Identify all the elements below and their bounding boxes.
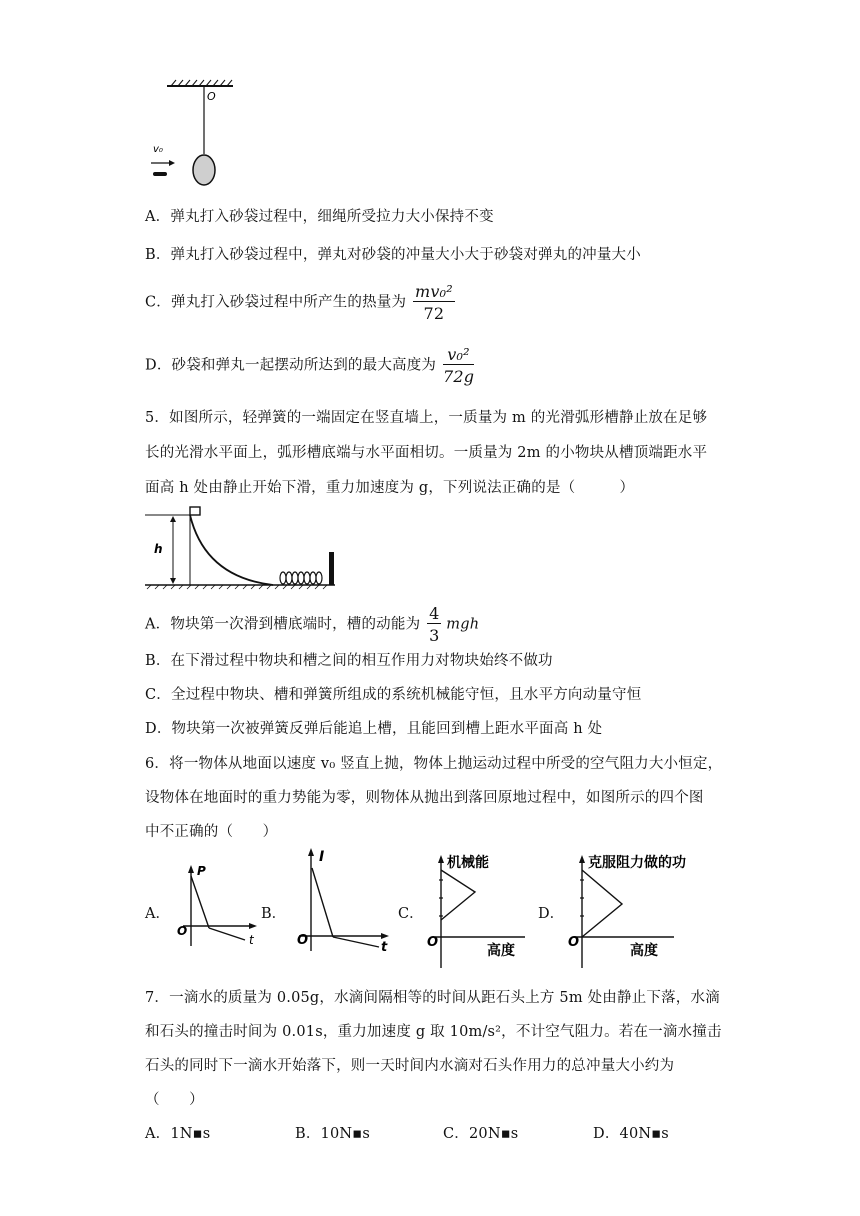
q6-graph-b-ylabel: I <box>319 849 325 865</box>
q6-graph-c-xlabel: 高度 <box>487 943 515 959</box>
q5-label-h: h <box>154 542 163 556</box>
q7-stem-line-4: （ ） <box>145 1092 204 1108</box>
q7-stem-line-3: 石头的同时下一滴水开始落下，则一天时间内水滴对石头作用力的总冲量大小约为 <box>145 1058 675 1074</box>
q6-graph-d-ylabel: 克服阻力做的功 <box>588 855 686 871</box>
q4-c-numerator: mv₀² <box>415 282 453 301</box>
q5-figure <box>145 505 340 590</box>
q4-option-d-fraction <box>443 345 474 386</box>
q7-option-d: D．40N▪s <box>593 1126 669 1142</box>
q6-graph-d-origin: O <box>568 935 580 950</box>
q6-graph-d-svg <box>566 850 716 970</box>
q6-graph-a-origin: O <box>177 924 188 938</box>
q5-option-a <box>145 604 479 645</box>
q4-option-d-text: D．砂袋和弹丸一起摆动所达到的最大高度为 <box>145 357 437 374</box>
q6-option-a-label: A． <box>145 906 170 922</box>
q6-graph-b-svg <box>295 843 395 953</box>
q4-d-numerator: v₀² <box>443 345 474 365</box>
q5-stem-line-1: 5．如图所示，轻弹簧的一端固定在竖直墙上，一质量为 m 的光滑弧形槽静止放在足够 <box>145 410 708 426</box>
q5-option-a-fraction <box>427 604 441 645</box>
q5-a-denominator: 3 <box>429 626 440 645</box>
q6-graph-c <box>425 850 535 970</box>
q5-option-d: D．物块第一次被弹簧反弹后能追上槽，且能回到槽上距水平面高 h 处 <box>145 721 603 737</box>
q4-option-c-text: C．弹丸打入砂袋过程中所产生的热量为 <box>145 294 407 311</box>
pendulum-label-v0: v₀ <box>153 144 163 155</box>
q5-option-b: B．在下滑过程中物块和槽之间的相互作用力对物块始终不做功 <box>145 653 553 669</box>
q4-option-d <box>145 345 474 386</box>
q5-option-a-text: A．物块第一次滑到槽底端时，槽的动能为 <box>145 616 421 633</box>
q5-option-a-tail: mgh <box>446 616 480 633</box>
q6-graph-c-svg <box>425 850 535 970</box>
q6-graph-d-xlabel: 高度 <box>630 943 658 959</box>
pendulum-diagram <box>145 78 235 190</box>
q6-stem-line-1: 6．将一物体从地面以速度 v₀ 竖直上抛，物体上抛运动过程中所受的空气阻力大小恒定， <box>145 756 723 772</box>
q6-graph-a-xlabel: t <box>249 933 254 947</box>
q6-graph-a-svg <box>175 860 265 950</box>
q6-option-b-label: B． <box>261 906 287 922</box>
q6-graph-b <box>295 843 395 953</box>
q5-diagram <box>145 505 340 590</box>
q6-option-c-label: C． <box>398 906 424 922</box>
q4-option-c-fraction <box>413 282 455 323</box>
q4-option-b: B．弹丸打入砂袋过程中，弹丸对砂袋的冲量大小大于砂袋对弹丸的冲量大小 <box>145 247 641 263</box>
pendulum-figure <box>145 78 235 190</box>
q7-option-b: B．10N▪s <box>295 1126 370 1142</box>
q6-stem-line-3: 中不正确的（ ） <box>145 824 278 840</box>
q6-graph-a-ylabel: P <box>197 864 206 878</box>
q6-stem-line-2: 设物体在地面时的重力势能为零，则物体从抛出到落回原地过程中，如图所示的四个图 <box>145 790 704 806</box>
q7-option-a: A．1N▪s <box>145 1126 211 1142</box>
q6-graph-c-ylabel: 机械能 <box>447 855 489 871</box>
q5-option-c: C．全过程中物块、槽和弹簧所组成的系统机械能守恒，且水平方向动量守恒 <box>145 687 642 703</box>
q7-stem-line-1: 7．一滴水的质量为 0.05g，水滴间隔相等的时间从距石头上方 5m 处由静止下落，水滴 <box>145 990 720 1006</box>
q4-option-c <box>145 282 455 323</box>
q5-stem-line-2: 长的光滑水平面上，弧形槽底端与水平面相切。一质量为 2m 的小物块从槽顶端距水平 <box>145 445 708 461</box>
q6-graph-b-origin: O <box>297 933 309 948</box>
q7-option-c: C．20N▪s <box>443 1126 519 1142</box>
q6-graph-c-origin: O <box>427 935 439 950</box>
q6-option-d-label: D． <box>538 906 565 922</box>
q5-a-numerator: 4 <box>429 604 440 623</box>
q7-stem-line-2: 和石头的撞击时间为 0.01s，重力加速度 g 取 10m/s²，不计空气阻力。若在一滴水撞击 <box>145 1024 722 1040</box>
q6-graph-d <box>566 850 716 970</box>
q6-graph-a <box>175 860 265 950</box>
q6-graph-b-xlabel: t <box>381 940 388 953</box>
q4-option-a: A．弹丸打入砂袋过程中，细绳所受拉力大小保持不变 <box>145 209 494 225</box>
q4-c-denominator: 72 <box>423 304 445 323</box>
q5-stem-line-3: 面高 h 处由静止开始下滑，重力加速度为 g，下列说法正确的是（ ） <box>145 480 635 496</box>
q4-d-denominator: 72g <box>442 367 475 386</box>
pendulum-label-o: O <box>207 90 216 103</box>
